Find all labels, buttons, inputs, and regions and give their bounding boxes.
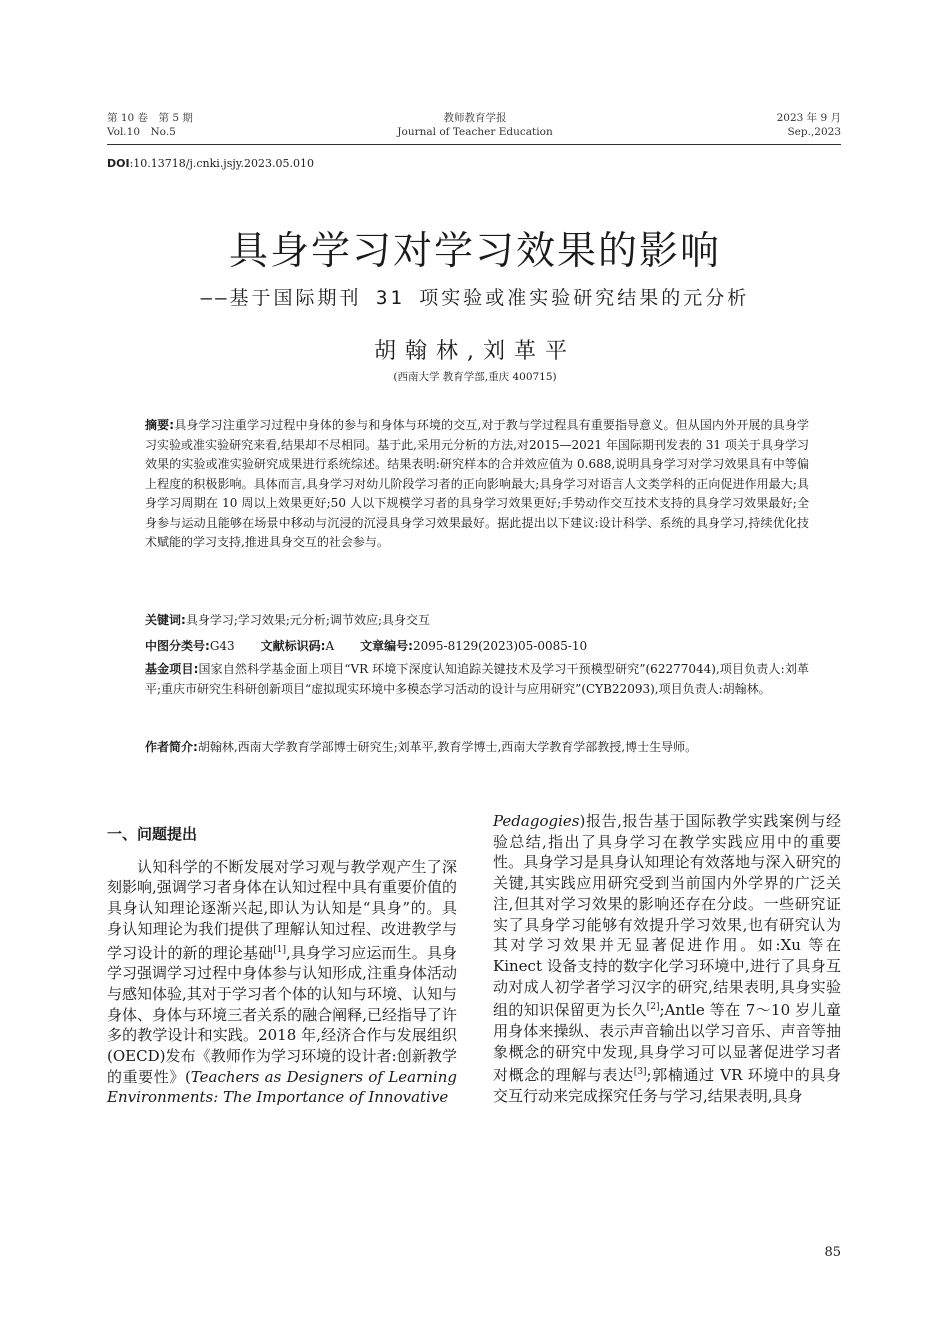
body-text: )报告,报告基于国际教学实践案例与经验总结,指出了具身学习在教学实践应用中的重要性。具身学习是具身认知理论有效落地与深入研究的关键,其实践应用研究受到当前国内外学界的广泛关注,但其对学习效果的影响还存在分歧。一些研究证实了具身学习能够有效提升学习效果,也有研究认为其对学习效果并无显著促进作用。如:Xu 等在 Kinect 设备支持的数字化学习环境中,进行了具身互动对成人初学者学习汉字的研究,结果表明,具身实验组的知识保留更为长久 — [493, 812, 841, 1020]
author-affiliation: (西南大学 教育学部,重庆 400715) — [393, 371, 557, 383]
abstract-text: 具身学习注重学习过程中身体的参与和身体与环境的交互,对于教与学过程具有重要指导意义。但从国内外开展的具身学习实验或准实验研究来看,结果却不尽相同。基于此,采用元分析的方法,对2015—2021 年国际期刊发表的 31 项关于具身学习效果的实验或准实验研究成果进行系统综述。结果表明:研究样本的合并效应值为 0.688,说明具身学习对学习效果具有中等偏上程度的积极影响。具体而言,具身学习对幼儿阶段学习者的正向影响最大;具身学习对语言人文类学科的正向促进作用最大;具身学习周期在 10 周以上效果更好;50 人以下规模学习者的具身学习效果更好;手势动作交互技术支持的具身学习效果最好;全身参与运动且能够在场景中移动与沉浸的沉浸具身学习效果最好。据此提出以下建议:设计科学、系统的具身学习,持续优化技术赋能的学习支持,推进具身交互的社会参与。 — [145, 418, 809, 549]
doi-value[interactable]: :10.13718/j.cnki.jsjy.2023.05.010 — [129, 157, 315, 170]
date-cn: 2023 年 9 月 — [776, 112, 841, 124]
abstract — [145, 416, 809, 553]
funding-text: 国家自然科学基金面上项目“VR 环境下深度认知追踪关键技术及学习干预模型研究”(62277044),项目负责人:刘革平;重庆市研究生科研创新项目“虚拟现实环境中多模态学习活动的设计与应用研究”(CYB22093),项目负责人:胡翰林。 — [145, 662, 809, 696]
author-names: 胡翰林,刘革平 — [374, 339, 576, 364]
paper-title: 具身学习对学习效果的影响 — [228, 229, 721, 274]
classification-line — [145, 637, 809, 657]
author-info-text: 胡翰林,西南大学教育学部博士研究生;刘革平,教育学博士,西南大学教育学部教授,博士生导师。 — [197, 740, 698, 754]
body-column-left — [107, 824, 457, 1108]
doc-code-label: 文献标识码: — [260, 639, 326, 653]
italic-title: Pedagogies — [493, 812, 580, 830]
date-en: Sep.,2023 — [787, 126, 841, 138]
volume-issue-cn: 第 10 卷 第 5 期 — [107, 112, 193, 124]
body-column-right — [493, 811, 841, 1107]
citation-ref[interactable]: [2] — [646, 1002, 660, 1013]
doi-label: DOI — [107, 157, 130, 170]
doi-line[interactable] — [107, 157, 314, 170]
body-paragraph — [107, 857, 457, 1108]
volume-issue-en: Vol.10 No.5 — [107, 126, 176, 138]
citation-ref[interactable]: [3] — [633, 1067, 647, 1078]
paper-subtitle: ——基于国际期刊 31 项实验或准实验研究结果的元分析 — [200, 287, 750, 309]
citation-ref[interactable]: [1] — [273, 944, 286, 955]
funding — [145, 660, 809, 699]
doc-code-value: A — [325, 639, 335, 653]
body-text: ,具身学习应运而生。具身学习强调学习过程中身体参与认知形成,注重身体活动与感知体验,其对于学习者个体的认知与环境、认知与身体、身体与环境三者关系的融合阐释,已经指导了许多的教学设计和实践。2018 年,经济合作与发展组织(OECD)发布《教师作为学习环境的设计者:创新教学的重要性》( — [107, 943, 457, 1086]
running-header-date — [640, 111, 841, 139]
clc-label: 中图分类号: — [145, 639, 210, 653]
abstract-label: 摘要: — [145, 418, 175, 432]
page-number: 85 — [824, 1245, 841, 1260]
funding-label: 基金项目: — [145, 662, 199, 676]
section-heading: 一、问题提出 — [107, 825, 198, 843]
body-text: 认知科学的不断发展对学习观与教学观产生了深刻影响,强调学习者身体在认知过程中具有重要价值的具身认知理论逐渐兴起,即认为认知是“具身”的。具身认知理论为我们提供了理解认知过程、改进教学与学习设计的新的理论基础 — [107, 857, 457, 962]
running-header-journal — [330, 111, 620, 139]
keywords — [145, 611, 809, 631]
keywords-text: 具身学习;学习效果;元分析;调节效应;具身交互 — [185, 613, 430, 627]
running-header-volume — [107, 111, 193, 139]
keywords-label: 关键词: — [145, 613, 186, 627]
italic-title: Teachers as Designers of Learning Environments: The Importance of Innovative — [107, 1067, 457, 1107]
journal-name-cn: 教师教育学报 — [443, 112, 507, 124]
article-number-value: 2095-8129(2023)05-0085-10 — [412, 639, 588, 653]
header-rule — [107, 144, 841, 145]
article-number-label: 文章编号: — [360, 639, 413, 653]
author-info-label: 作者简介: — [145, 740, 198, 754]
body-text: ;郭楠通过 VR 环境中的具身交互行动来完成探究任务与学习,结果表明,具身 — [493, 1066, 841, 1106]
clc-value: G43 — [209, 639, 235, 653]
body-paragraph-continued — [493, 811, 841, 1107]
body-text: ;Antle 等在 7～10 岁儿童用身体来操纵、表示声音输出以学习音乐、声音等抽象概念的研究中发现,具身学习可以显著促进学习者对概念的理解与表达 — [493, 1001, 841, 1085]
author-info — [145, 738, 809, 758]
journal-name-en: Journal of Teacher Education — [397, 126, 553, 138]
